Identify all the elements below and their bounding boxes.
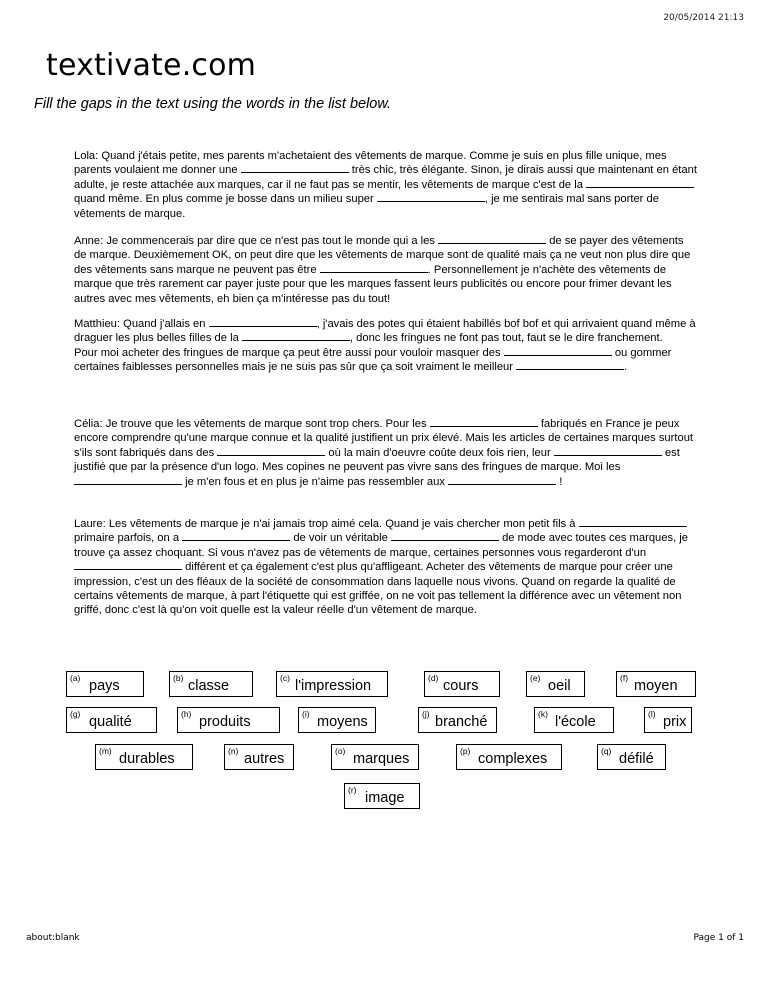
text-segment: Célia: Je trouve que les vêtements de marque sont trop chers. Pour les <box>74 418 427 430</box>
word-box[interactable] <box>418 707 497 733</box>
gap-blank[interactable] <box>516 360 624 370</box>
word-label: classe <box>188 678 230 694</box>
word-box[interactable] <box>331 744 419 770</box>
text-segment: ou gommer certaines faiblesses personnelles mais je ne suis pas sûr que ça soit vraiment le meilleur <box>74 346 672 374</box>
text-segment: Pour moi acheter des fringues de marque ça peut être aussi pour vouloir masquer des <box>74 346 501 359</box>
word-box[interactable] <box>456 744 562 770</box>
word-box[interactable] <box>66 671 144 697</box>
word-box[interactable] <box>298 707 376 733</box>
word-label: défilé <box>619 751 654 767</box>
word-letter: (d) <box>428 673 439 683</box>
paragraph-celia <box>74 417 699 489</box>
gap-blank[interactable] <box>217 446 325 456</box>
text-segment: , j'avais des potes qui étaient habillés bof bof et qui arrivaient quand même à draguer les plus belles filles de la <box>74 318 696 345</box>
word-letter: (b) <box>173 673 184 683</box>
text-segment: de voir un véritable <box>293 532 388 545</box>
word-letter: (r) <box>348 785 357 795</box>
gap-blank[interactable] <box>209 317 317 327</box>
word-label: branché <box>435 714 488 730</box>
gap-blank[interactable] <box>74 560 182 570</box>
gap-blank[interactable] <box>74 475 182 485</box>
word-label: qualité <box>89 714 132 730</box>
gap-blank[interactable] <box>586 178 694 188</box>
gap-blank[interactable] <box>430 417 538 427</box>
text-segment: , donc les fringues ne font pas tout, faut se le dire franchement. <box>349 332 663 345</box>
word-box[interactable] <box>95 744 193 770</box>
text-segment: différent et ça également c'est plus qu'affligeant. Acheter des vêtements de marque pour créer une impression, c'est un des fléaux de la société de consommation dans laquelle nous vivons. Quand on regarde la qualité de certains vêtements de marque, à part l'étiquette qui est griffée, on ne voit pas tellement la différence avec un vêtement non griffé, donc c'est là qu'on voit quelle est la valeur réelle d'un vêtement de marque. <box>74 561 682 617</box>
word-label: durables <box>119 751 175 767</box>
text-segment: très chic, très élégante. Sinon, je dirais aussi que maintenant en étant adulte, je reste attachée aux marques, car il ne faut pas se mentir, les vêtements de marque c'est de la <box>74 164 697 191</box>
word-label: marques <box>353 751 410 767</box>
text-segment: , je me sentirais mal sans porter de vêtements de marque. <box>74 193 659 220</box>
text-segment: Matthieu: Quand j'allais en <box>74 318 206 330</box>
word-label: produits <box>199 714 251 730</box>
gap-blank[interactable] <box>579 517 687 527</box>
word-box[interactable] <box>424 671 500 697</box>
word-box[interactable] <box>644 707 692 733</box>
word-label: image <box>365 790 405 806</box>
text-segment: . Personnellement je n'achète des vêtements de marque que très rarement car payer juste pour que les marques fassent leurs publicités ou encore pour frimer devant les autres avec mes vêtements, eh bien ça m'intéresse pas du tout! <box>74 263 672 305</box>
text-segment: est justifié que par la présence d'un logo. Mes copines ne peuvent pas vivre sans des fringues de marque. Moi les <box>74 446 680 474</box>
word-box[interactable] <box>177 707 280 733</box>
footer-page: Page 1 of 1 <box>693 933 744 943</box>
word-box[interactable] <box>526 671 585 697</box>
word-label: autres <box>244 751 285 767</box>
word-box[interactable] <box>616 671 696 697</box>
word-box[interactable] <box>597 744 666 770</box>
gap-blank[interactable] <box>377 192 485 202</box>
word-letter: (h) <box>181 709 192 719</box>
word-letter: (n) <box>228 746 239 756</box>
text-segment: de se payer des vêtements de marque. Deuxièmement OK, on peut dire que les vêtements de marque sont de qualité mais ça ne veut non plus dire que des vêtements sans marque ne peuvent pas être <box>74 235 691 276</box>
text-segment: quand même. En plus comme je bosse dans un milieu super <box>74 193 374 206</box>
gap-blank[interactable] <box>438 234 546 244</box>
word-letter: (c) <box>280 673 290 683</box>
word-label: l'école <box>555 714 596 730</box>
word-label: oeil <box>548 678 571 694</box>
text-segment: ! <box>559 475 563 488</box>
paragraph-anne <box>74 234 699 306</box>
word-box[interactable] <box>276 671 388 697</box>
word-box[interactable] <box>534 707 614 733</box>
word-letter: (f) <box>620 673 629 683</box>
text-segment: de mode avec toutes ces marques, je trouve ça assez choquant. Si vous n'avez pas de vêtements de marque, certaines personnes vous regarderont d'un <box>74 532 689 559</box>
word-letter: (k) <box>538 709 548 719</box>
gap-blank[interactable] <box>448 475 556 485</box>
word-letter: (a) <box>70 673 81 683</box>
gap-blank[interactable] <box>504 346 612 356</box>
word-label: cours <box>443 678 479 694</box>
word-letter: (o) <box>335 746 346 756</box>
print-datetime: 20/05/2014 21:13 <box>663 13 744 23</box>
word-label: moyens <box>317 714 368 730</box>
text-segment: . <box>624 361 628 374</box>
word-letter: (l) <box>648 709 656 719</box>
gap-blank[interactable] <box>241 163 349 173</box>
word-box[interactable] <box>66 707 157 733</box>
word-label: pays <box>89 678 120 694</box>
word-letter: (e) <box>530 673 541 683</box>
word-label: complexes <box>478 751 548 767</box>
gap-blank[interactable] <box>182 531 290 541</box>
word-letter: (j) <box>422 709 430 719</box>
word-box[interactable] <box>224 744 294 770</box>
word-box[interactable] <box>344 783 420 809</box>
text-segment: Lola: Quand j'étais petite, mes parents m'achetaient des vêtements de marque. Comme je suis en plus fille unique, mes parents voulaient me donner une <box>74 150 667 177</box>
gap-blank[interactable] <box>391 531 499 541</box>
gap-blank[interactable] <box>554 446 662 456</box>
text-segment: je m'en fous et en plus je n'aime pas ressembler aux <box>185 475 445 488</box>
word-label: moyen <box>634 678 678 694</box>
word-letter: (g) <box>70 709 81 719</box>
instructions: Fill the gaps in the text using the words in the list below. <box>34 96 392 112</box>
gap-blank[interactable] <box>242 331 350 341</box>
word-letter: (p) <box>460 746 471 756</box>
word-label: prix <box>663 714 687 730</box>
text-segment: Laure: Les vêtements de marque je n'ai jamais trop aimé cela. Quand je vais chercher mon petit fils à <box>74 518 576 530</box>
word-letter: (m) <box>99 746 112 756</box>
word-letter: (i) <box>302 709 310 719</box>
text-segment: fabriqués en France je peux encore comprendre qu'une marque connue et la qualité justifient un prix élevé. Mais les articles de certaines marques surtout s'ils sont fabriqués dans des <box>74 418 694 459</box>
footer-url: about:blank <box>26 933 80 943</box>
text-segment: Anne: Je commencerais par dire que ce n'est pas tout le monde qui a les <box>74 235 435 247</box>
word-letter: (q) <box>601 746 612 756</box>
paragraph-matthieu <box>74 317 699 375</box>
gap-blank[interactable] <box>320 263 428 273</box>
paragraph-laure <box>74 517 699 618</box>
text-segment: où la main d'oeuvre coûte deux fois rien, leur <box>328 446 551 459</box>
site-title: textivate.com <box>46 48 257 83</box>
word-label: l'impression <box>295 678 372 694</box>
paragraph-lola <box>74 149 699 221</box>
text-segment: primaire parfois, on a <box>74 532 180 545</box>
word-box[interactable] <box>169 671 253 697</box>
